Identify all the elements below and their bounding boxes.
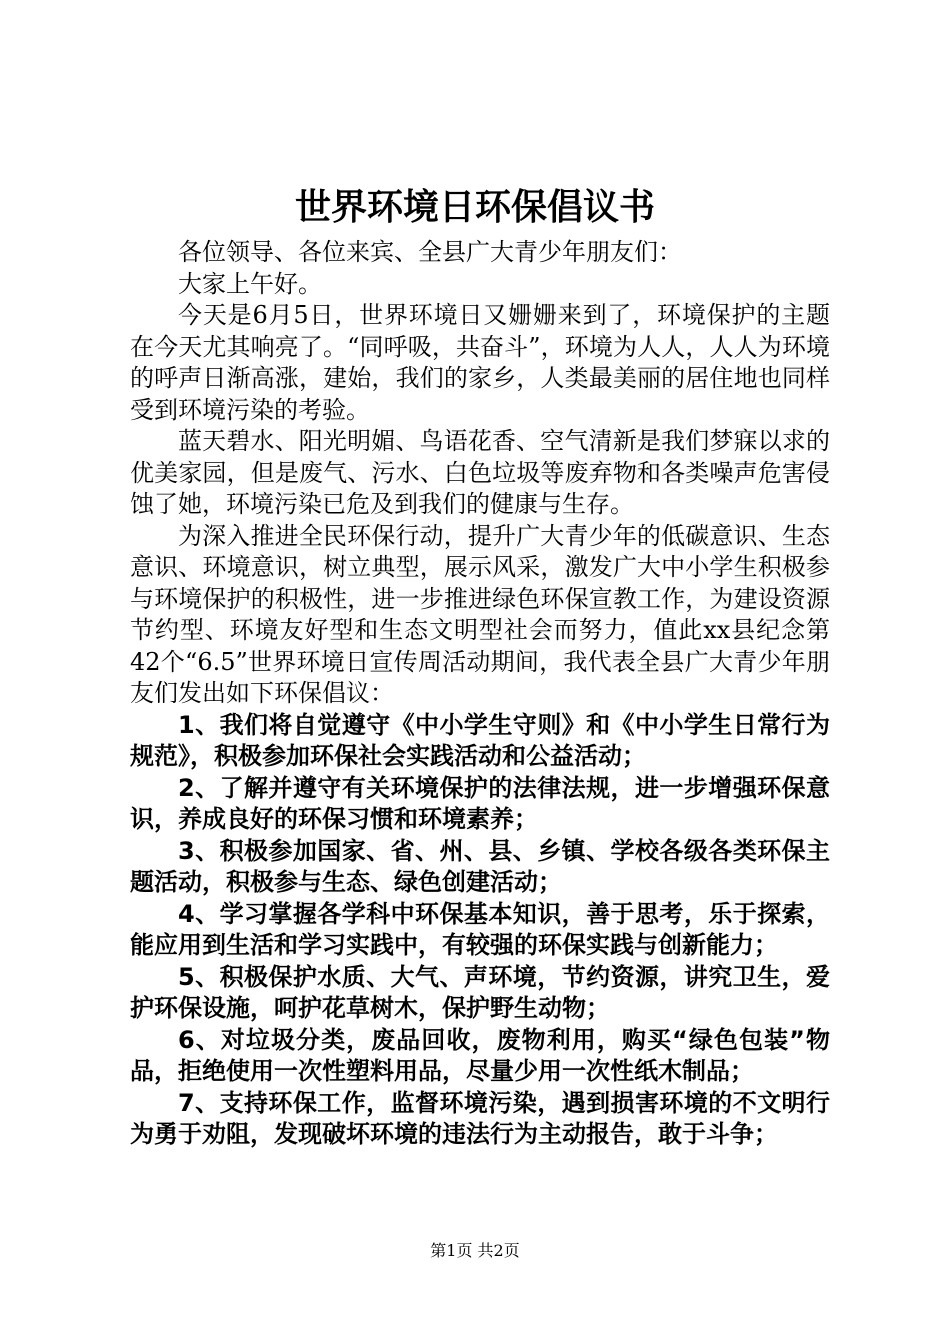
list-item: 5、积极保护水质、大气、声环境，节约资源，讲究卫生，爱护环保设施，呵护花草树木，保护野生动物；	[130, 962, 830, 1022]
page-number: 第1页 共2页	[430, 1241, 520, 1260]
list-item: 3、积极参加国家、省、州、县、乡镇、学校各级各类环保主题活动，积极参与生态、绿色创建活动；	[130, 836, 830, 896]
paragraph: 为深入推进全民环保行动，提升广大青少年的低碳意识、生态意识、环境意识，树立典型，展示风采，激发广大中小学生积极参与环境保护的积极性，进一步推进绿色环保宣教工作，为建设资源节约型、环境友好型和生态文明型社会而努力，值此xx县纪念第42个“6.5”世界环境日宣传周活动期间，我代表全县广大青少年朋友们发出如下环保倡议：	[130, 521, 830, 707]
list-item: 7、支持环保工作，监督环境污染，遇到损害环境的不文明行为勇于劝阻，发现破坏环境的违法行为主动报告，敢于斗争；	[130, 1088, 830, 1148]
list-item: 4、学习掌握各学科中环保基本知识，善于思考，乐于探索，能应用到生活和学习实践中，有较强的环保实践与创新能力；	[130, 899, 830, 959]
list-item: 2、了解并遵守有关环境保护的法律法规，进一步增强环保意识，养成良好的环保习惯和环境素养；	[130, 773, 830, 833]
paragraph: 蓝天碧水、阳光明媚、鸟语花香、空气清新是我们梦寐以求的优美家园，但是废气、污水、白色垃圾等废弃物和各类噪声危害侵蚀了她，环境污染已危及到我们的健康与生存。	[130, 427, 830, 518]
greeting: 大家上午好。	[178, 269, 322, 298]
paragraph: 今天是6月5日，世界环境日又姗姗来到了，环境保护的主题在今天尤其响亮了。“同呼吸，共奋斗”，环境为人人，人人为环境的呼声日渐高涨，建始，我们的家乡，人类最美丽的居住地也同样受到环境污染的考验。	[130, 301, 830, 424]
document-body	[130, 237, 830, 1151]
list-item: 1、我们将自觉遵守《中小学生守则》和《中小学生日常行为规范》，积极参加环保社会实践活动和公益活动；	[130, 710, 830, 770]
salutation: 各位领导、各位来宾、全县广大青少年朋友们：	[178, 238, 682, 266]
list-item: 6、对垃圾分类，废品回收，废物利用，购买“绿色包装”物品，拒绝使用一次性塑料用品，尽量少用一次性纸木制品；	[130, 1025, 830, 1085]
document-title: 世界环境日环保倡议书	[294, 187, 655, 228]
